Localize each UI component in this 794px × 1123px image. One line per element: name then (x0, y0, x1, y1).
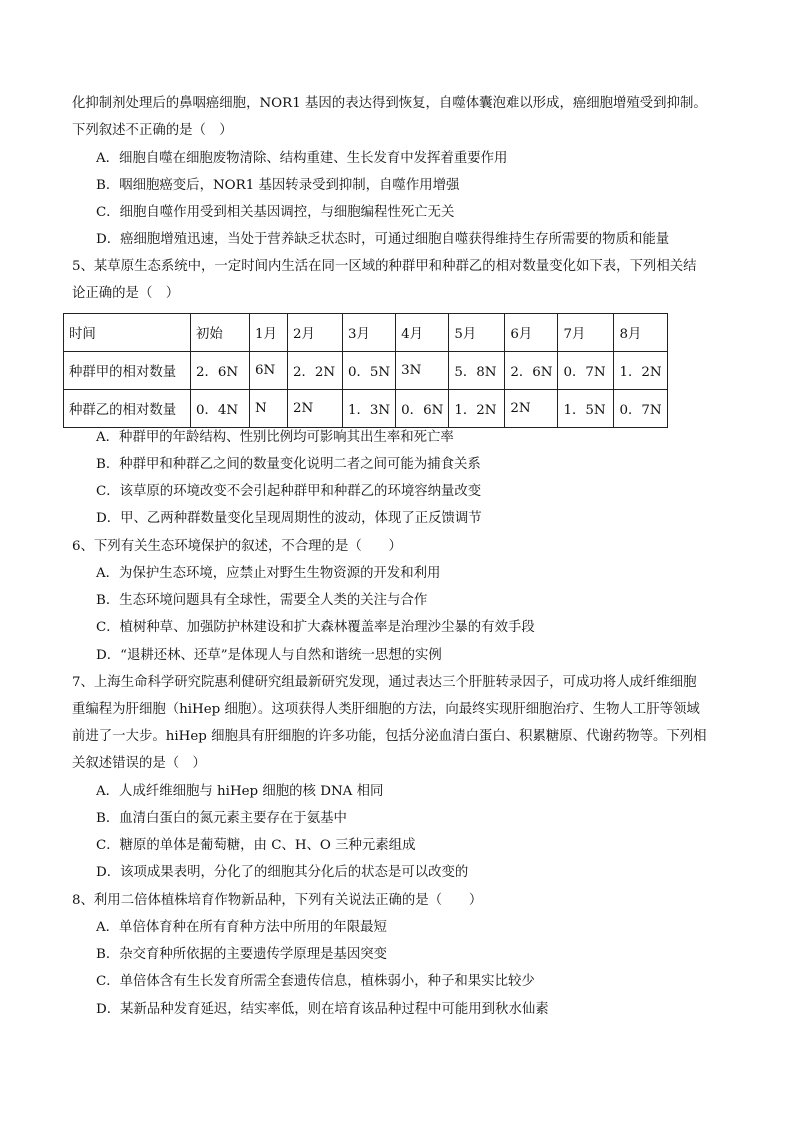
table-cell: 种群甲的相对数量 (64, 352, 191, 390)
table-header-cell: 5月 (449, 314, 505, 352)
question-6-stem: 6、下列有关生态环境保护的叙述，不合理的是（ ） (72, 539, 402, 554)
question-5-stem-line-2: 论正确的是（ ） (72, 286, 180, 301)
question-8-option-b: B．杂交育种所依据的主要遗传学原理是基因突变 (96, 947, 388, 962)
question-7-option-b: B．血清白蛋白的氮元素主要存在于氨基中 (96, 811, 347, 826)
question-4-option-c: C．细胞自噬作用受到相关基因调控，与细胞编程性死亡无关 (96, 205, 455, 220)
table-cell: 2．6N (191, 352, 250, 390)
table-header-cell: 3月 (343, 314, 396, 352)
table-header-cell: 2月 (288, 314, 343, 352)
table-row (64, 352, 668, 390)
question-6-option-a: A．为保护生态环境，应禁止对野生生物资源的开发和利用 (96, 566, 441, 581)
table-cell: 5．8N (449, 352, 505, 390)
question-7-option-d: D．该项成果表明，分化了的细胞其分化后的状态是可以改变的 (96, 865, 469, 880)
table-cell: 3N (396, 352, 449, 390)
table-cell: 1．5N (558, 390, 614, 428)
question-5-option-c: C．该草原的环境改变不会引起种群甲和种群乙的环境容纳量改变 (96, 484, 482, 499)
table-header-cell: 1月 (250, 314, 288, 352)
table-cell: 2N (505, 390, 558, 428)
table-cell: 0．7N (614, 390, 667, 428)
table-header-cell: 时间 (64, 314, 191, 352)
question-7-option-c: C．糖原的单体是葡萄糖，由 C、H、O 三种元素组成 (96, 838, 416, 853)
question-5-stem-line-1: 5、某草原生态系统中，一定时间内生活在同一区域的种群甲和种群乙的相对数量变化如下表，下列相关结 (72, 259, 697, 274)
question-7-option-a: A．人成纤维细胞与 hiHep 细胞的核 DNA 相同 (96, 784, 384, 799)
question-7-stem-line-1: 7、上海生命科学研究院惠利健研究组最新研究发现，通过表达三个肝脏转录因子，可成功将人成纤维细胞 (72, 675, 697, 690)
question-7-stem-line-4: 关叙述错误的是（ ） (72, 756, 206, 771)
question-8-option-a: A．单倍体育种在所有育种方法中所用的年限最短 (96, 920, 387, 935)
table-cell: 0．6N (396, 390, 449, 428)
question-4-option-b: B．咽细胞癌变后，NOR1 基因转录受到抑制，自噬作用增强 (96, 178, 460, 193)
table-header-cell: 6月 (505, 314, 558, 352)
table-cell: 2．2N (288, 352, 343, 390)
question-4-option-a: A．细胞自噬在细胞废物清除、结构重建、生长发育中发挥着重要作用 (96, 151, 508, 166)
question-7-stem-line-2: 重编程为肝细胞（hiHep 细胞）。这项获得人类肝细胞的方法，向最终实现肝细胞治疗、生物人工肝等领域 (72, 702, 700, 717)
question-8-stem: 8、利用二倍体植株培育作物新品种，下列有关说法正确的是（ ） (72, 893, 483, 908)
table-cell: 1．2N (449, 390, 505, 428)
question-5-option-b: B．种群甲和种群乙之间的数量变化说明二者之间可能为捕食关系 (96, 457, 481, 472)
question-5-option-d: D．甲、乙两种群数量变化呈现周期性的波动，体现了正反馈调节 (96, 511, 482, 526)
question-5-option-a: A．种群甲的年龄结构、性别比例均可影响其出生率和死亡率 (96, 430, 454, 445)
question-6-option-b: B．生态环境问题具有全球性，需要全人类的关注与合作 (96, 593, 428, 608)
table-header-cell: 8月 (614, 314, 667, 352)
question-4-stem-line-2: 下列叙述不正确的是（ ） (72, 123, 233, 138)
question-7-stem-line-3: 前进了一大步。hiHep 细胞具有肝细胞的许多功能，包括分泌血清白蛋白、积累糖原、代谢药物等。下列相 (72, 729, 707, 744)
table-cell: 0．4N (191, 390, 250, 428)
question-8-option-c: C．单倍体含有生长发育所需全套遗传信息，植株弱小，种子和果实比较少 (96, 974, 535, 989)
table-header-row (64, 314, 668, 352)
table-cell: 0．7N (558, 352, 614, 390)
population-table (63, 313, 668, 428)
table-cell: 6N (250, 352, 288, 390)
table-cell: 种群乙的相对数量 (64, 390, 191, 428)
question-4-option-d: D．癌细胞增殖迅速，当处于营养缺乏状态时，可通过细胞自噬获得维持生存所需要的物质和能量 (96, 232, 670, 247)
table-header-cell: 7月 (558, 314, 614, 352)
table-cell: 2．6N (505, 352, 558, 390)
question-8-option-d: D．某新品种发育延迟，结实率低，则在培育该品种过程中可能用到秋水仙素 (96, 1002, 549, 1017)
table-cell: 1．2N (614, 352, 667, 390)
question-6-option-d: D．“退耕还林、还草”是体现人与自然和谐统一思想的实例 (96, 648, 442, 663)
table-cell: 0．5N (343, 352, 396, 390)
table-cell: N (250, 390, 288, 428)
table-cell: 2N (288, 390, 343, 428)
table-cell: 1．3N (343, 390, 396, 428)
question-6-option-c: C．植树种草、加强防护林建设和扩大森林覆盖率是治理沙尘暴的有效手段 (96, 620, 535, 635)
table-header-cell: 4月 (396, 314, 449, 352)
table-header-cell: 初始 (191, 314, 250, 352)
table-row (64, 390, 668, 428)
question-4-stem-line-1: 化抑制剂处理后的鼻咽癌细胞，NOR1 基因的表达得到恢复，自噬体囊泡难以形成，癌细胞增殖受到抑制。 (72, 96, 707, 111)
